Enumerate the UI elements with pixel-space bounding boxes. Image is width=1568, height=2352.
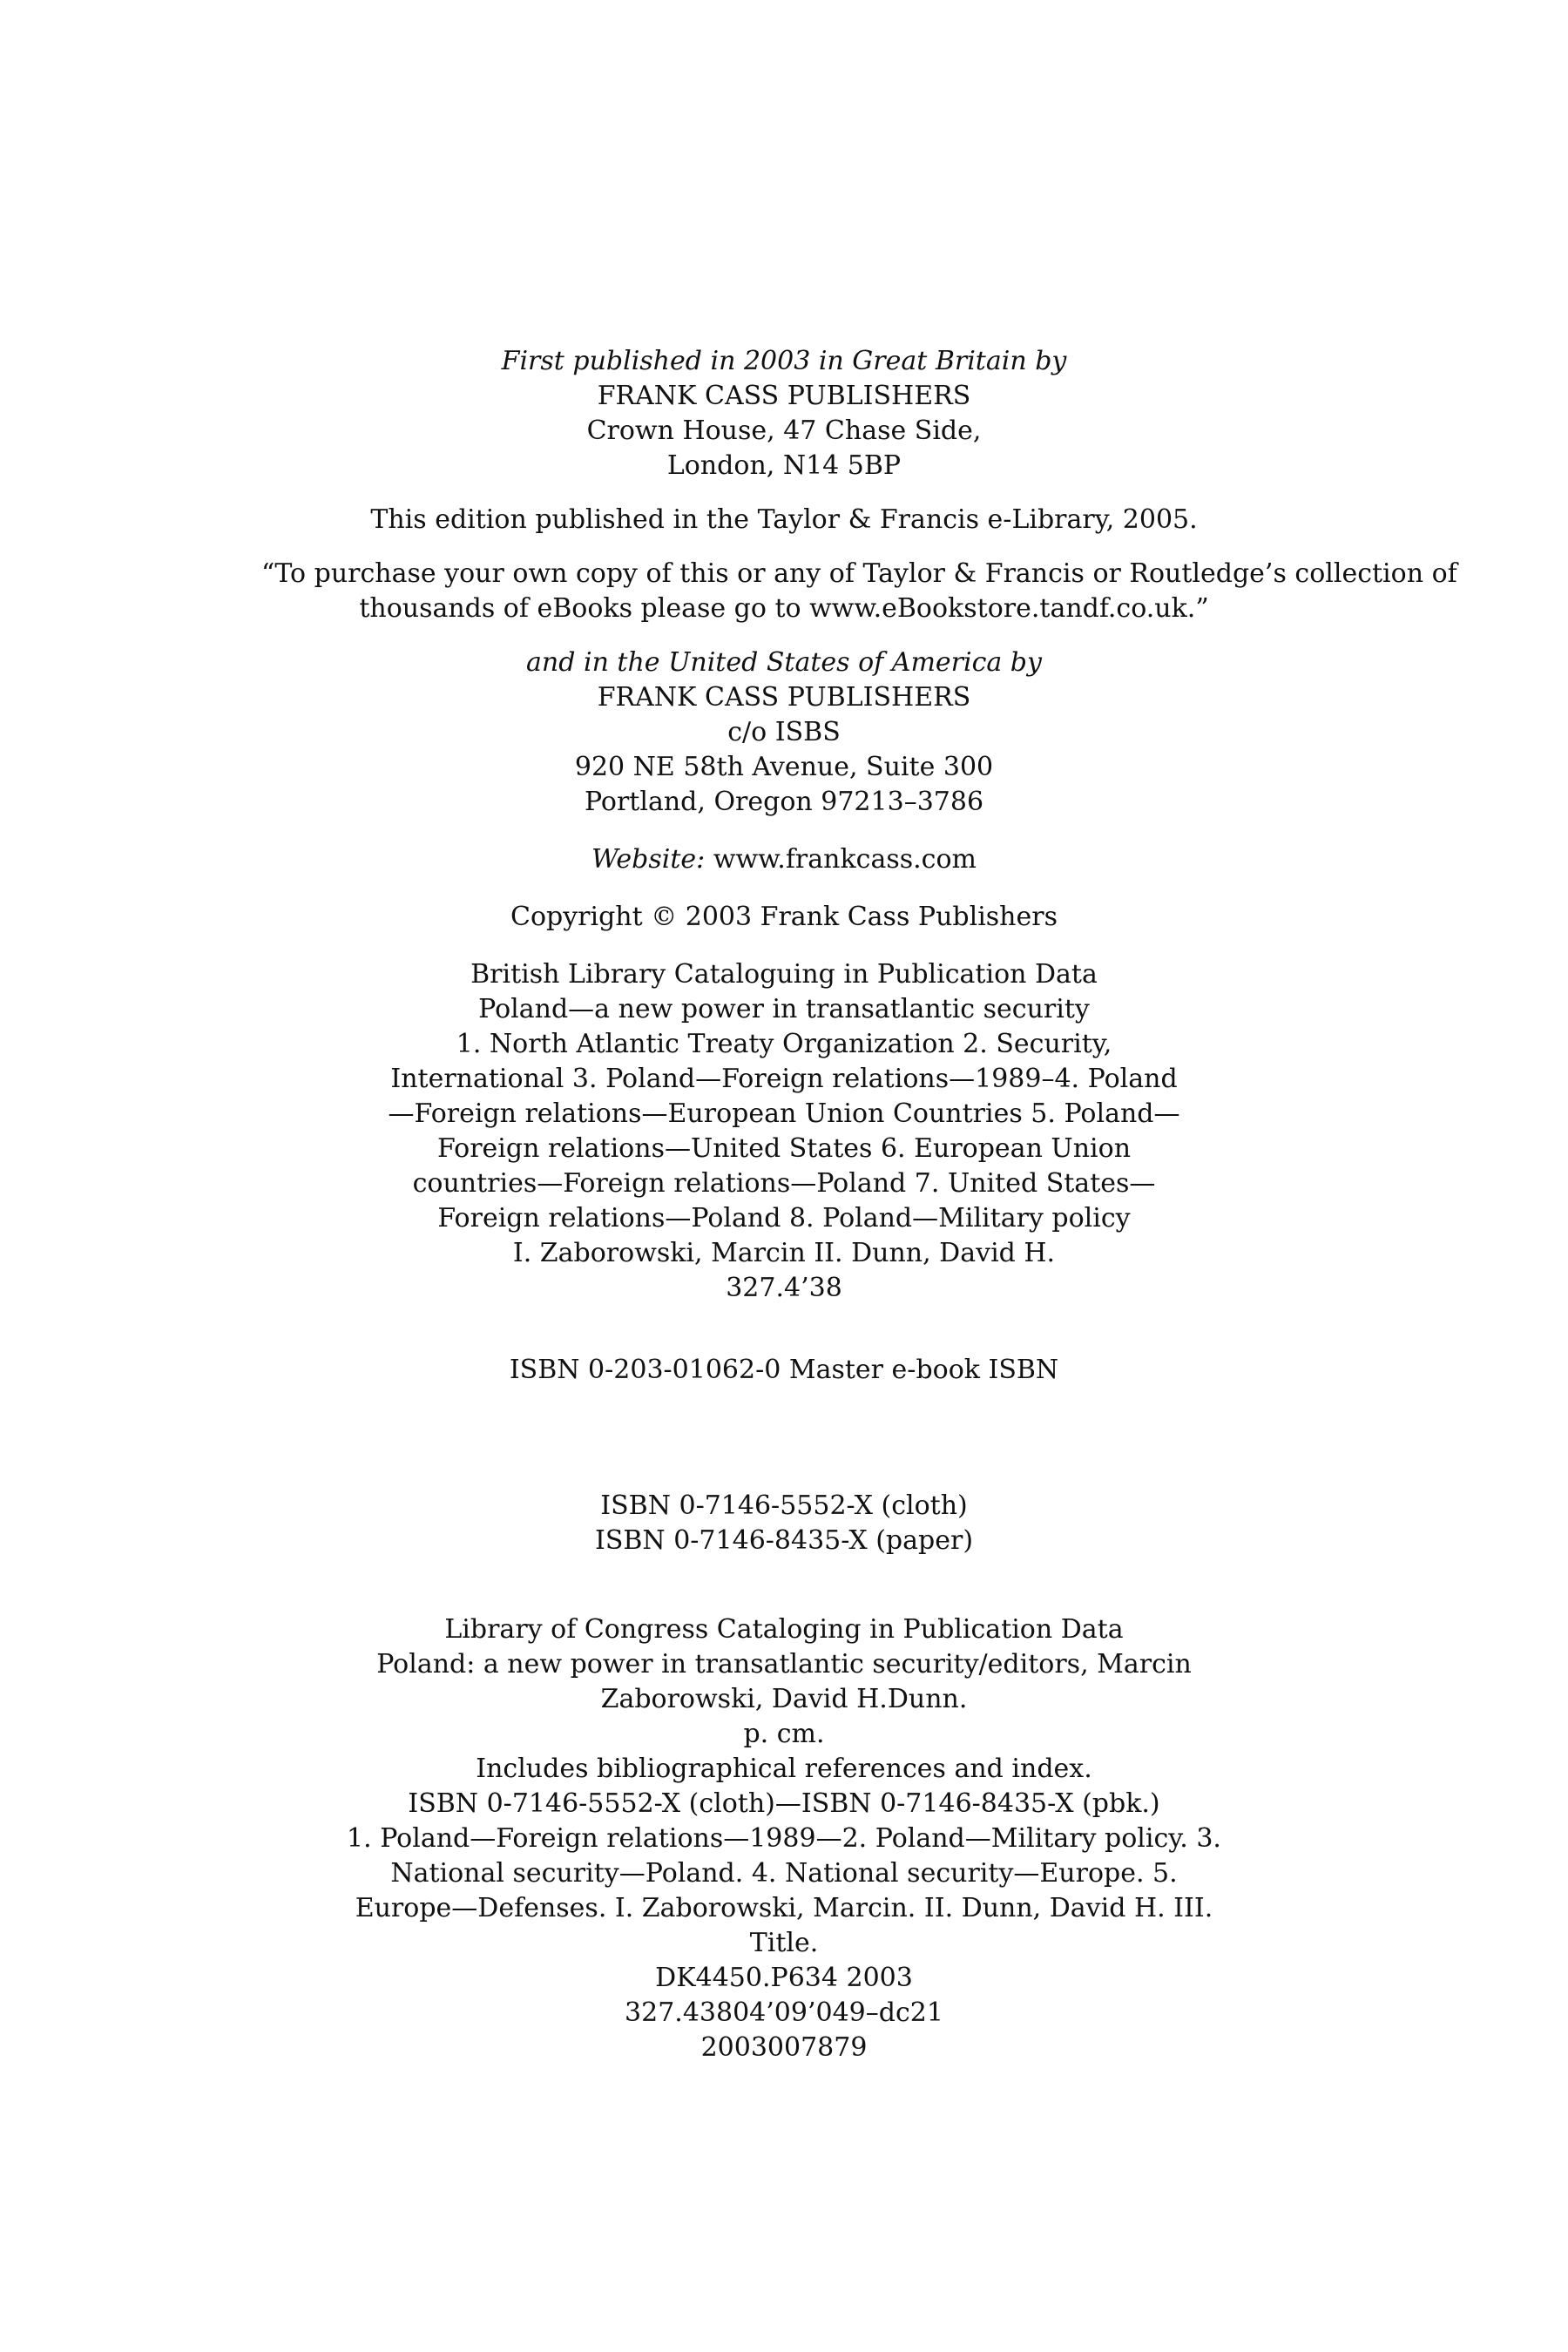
purchase-line-1: “To purchase your own copy of this or any of Taylor & Francis or Routledge’s collection of <box>261 558 1457 589</box>
uk-imprint-intro: First published in 2003 in Great Britain by <box>501 346 1067 376</box>
edition-notice <box>261 503 1307 537</box>
loc-line: Title. <box>749 1928 819 1958</box>
bl-line: countries—Foreign relations—Poland 7. United States— <box>412 1168 1156 1199</box>
print-isbns <box>261 1489 1307 1558</box>
bl-line: Foreign relations—Poland 8. Poland—Military policy <box>437 1203 1131 1233</box>
page-content <box>261 344 1457 2065</box>
master-ebook-isbn <box>261 1353 1307 1388</box>
library-of-congress-data <box>261 1612 1307 2065</box>
isbn-paper: ISBN 0-7146-8435-X (paper) <box>594 1525 974 1556</box>
us-imprint <box>261 645 1307 820</box>
us-address-line-2: Portland, Oregon 97213–3786 <box>584 787 984 817</box>
bl-line: International 3. Poland—Foreign relations—1989–4. Poland <box>390 1064 1178 1094</box>
us-imprint-intro: and in the United States of America by <box>526 647 1042 678</box>
loc-line: p. cm. <box>743 1719 825 1749</box>
uk-publisher-name: FRANK CASS PUBLISHERS <box>597 381 971 411</box>
loc-line: 2003007879 <box>700 2032 868 2063</box>
loc-line: Library of Congress Cataloging in Publication Data <box>444 1614 1124 1645</box>
loc-line: National security—Poland. 4. National security—Europe. 5. <box>390 1858 1178 1889</box>
loc-line: ISBN 0-7146-5552-X (cloth)—ISBN 0-7146-8435-X (pbk.) <box>408 1788 1160 1819</box>
purchase-line-2: thousands of eBooks please go to www.eBookstore.tandf.co.uk.” <box>359 593 1209 624</box>
us-publisher-name: FRANK CASS PUBLISHERS <box>597 682 971 713</box>
us-address-line-1: 920 NE 58th Avenue, Suite 300 <box>574 752 994 782</box>
loc-line: Includes bibliographical references and index. <box>476 1754 1092 1784</box>
bl-line: Foreign relations—United States 6. European Union <box>436 1133 1132 1164</box>
uk-address-line-2: London, N14 5BP <box>666 450 902 481</box>
bl-line: 327.4’38 <box>726 1273 842 1303</box>
edition-line: This edition published in the Taylor & Francis e-Library, 2005. <box>370 504 1198 535</box>
loc-line: DK4450.P634 2003 <box>655 1963 913 1993</box>
loc-line: 1. Poland—Foreign relations—1989—2. Poland—Military policy. 3. <box>347 1823 1221 1854</box>
bl-line: I. Zaborowski, Marcin II. Dunn, David H. <box>512 1238 1056 1268</box>
loc-line: Poland: a new power in transatlantic security/editors, Marcin <box>376 1649 1192 1680</box>
uk-address-line-1: Crown House, 47 Chase Side, <box>586 416 982 446</box>
purchase-notice <box>261 557 1457 626</box>
bl-line: Poland—a new power in transatlantic security <box>478 994 1090 1024</box>
loc-line: Europe—Defenses. I. Zaborowski, Marcin. II. Dunn, David H. III. <box>355 1893 1213 1923</box>
bl-line: —Foreign relations—European Union Countries 5. Poland— <box>388 1098 1180 1129</box>
copyright-line: Copyright © 2003 Frank Cass Publishers <box>510 902 1058 932</box>
british-library-data <box>261 957 1307 1306</box>
website <box>261 842 1307 877</box>
loc-line: Zaborowski, David H.Dunn. <box>600 1684 968 1714</box>
bl-line: British Library Cataloguing in Publication Data <box>470 959 1098 990</box>
us-care-of: c/o ISBS <box>727 717 841 747</box>
website-url: www.frankcass.com <box>713 844 977 875</box>
isbn-cloth: ISBN 0-7146-5552-X (cloth) <box>600 1490 968 1521</box>
bl-line: 1. North Atlantic Treaty Organization 2. Security, <box>456 1029 1112 1059</box>
website-label: Website: <box>591 844 706 875</box>
uk-imprint <box>261 344 1307 483</box>
copyright-notice <box>261 900 1307 935</box>
loc-line: 327.43804’09’049–dc21 <box>625 1997 943 2028</box>
master-isbn-line: ISBN 0-203-01062-0 Master e-book ISBN <box>509 1355 1059 1385</box>
